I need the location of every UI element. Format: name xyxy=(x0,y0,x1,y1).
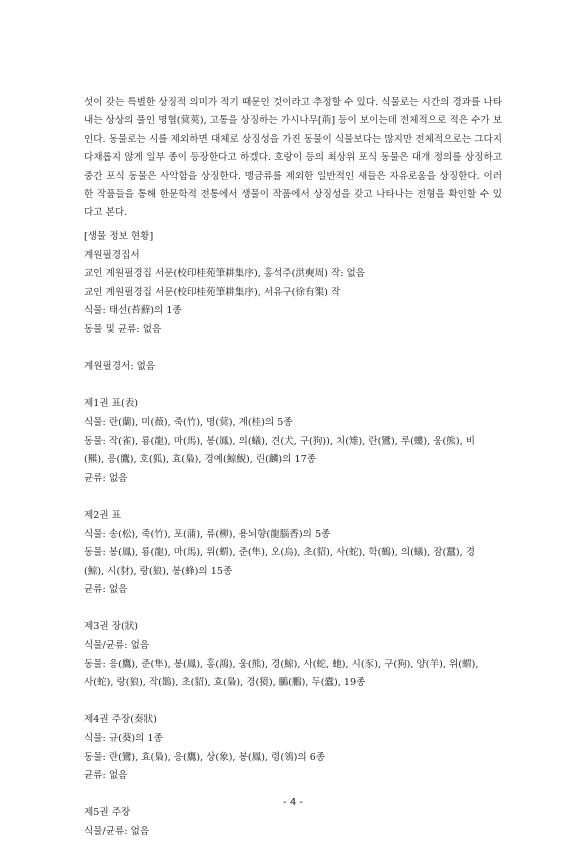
text-line: 제4권 주장(奏狀) xyxy=(84,714,157,726)
blank-line xyxy=(84,488,502,507)
intro-text: 섯이 갖는 특별한 상징적 의미가 적기 때문인 것이라고 추정할 수 있다. 식물로는 시간의 경과를 나타내는 상상의 풀인 명협(蓂莢), 고통을 상징하는 가시나무[荊] 등이 보이는데 전체적으로 적은 수가 보인다. 동물로는 시를 제외하면 대체로 상징성을 가진 동물이 식물보다는 많지만 전체적으로는 그다지 다채롭지 않게 일부 종이 등장한다고 하겠다. 호랑이 등의 최상위 포식 동물은 대개 정의를 상징하고 중간 포식 동물은 사악함을 상징한다. 맹금류를 제외한 일반적인 새들은 자유로움을 상징한다. 이러한 작품들을 통해 한문학적 전통에서 생물이 작품에서 상징성을 갖고 나타나는 전형을 확인할 수 있다고 본다. xyxy=(84,97,502,219)
text-line: 계원필경서: 없음 xyxy=(84,361,156,373)
text-line: 식물: 란(蘭), 미(薇), 죽(竹), 명(蓂), 계(桂)의 5종 xyxy=(84,416,293,428)
text-line: 동물: 응(鷹), 준(隼), 봉(鳳), 홍(鴻), 웅(熊), 경(鯨), 사(蛇, 虵), 시(豕), 구(狗), 양(羊), 위(蝟), xyxy=(84,658,479,670)
text-line: 사(蛇), 랑(狼), 작(鵲), 초(貂), 효(梟), 경(獍), 鵩(鵬), 두(蠹), 19종 xyxy=(84,677,366,689)
text-line: 제2권 표 xyxy=(84,509,121,521)
blank-line xyxy=(84,600,502,619)
text-line: [생물 정보 현황] xyxy=(84,231,154,242)
text-line: 식물: 송(松), 죽(竹), 포(蒲), 류(柳), 용뇌향(龍腦香)의 5종 xyxy=(84,528,331,540)
text-line: (鯨), 시(豺), 랑(狼), 봉(蜂)의 15종 xyxy=(84,565,233,577)
text-line: 교인 계원필경집 서문(校印桂苑筆耕集序), 홍석주(洪奭周) 작: 없음 xyxy=(84,268,366,280)
text-line: 제3권 장(狀) xyxy=(84,621,139,633)
text-line: 식물: 규(葵)의 1종 xyxy=(84,733,163,745)
text-line: 균류: 없음 xyxy=(84,472,128,484)
text-line: 교인 계원필경집 서문(校印桂苑筆耕集序), 서유구(徐有榘) 작 xyxy=(84,286,341,298)
text-line: 식물: 태선(苔蘚)의 1종 xyxy=(84,305,182,317)
blank-line xyxy=(84,693,502,712)
text-line: 균류: 없음 xyxy=(84,584,128,596)
text-line: 제1권 표(表) xyxy=(84,398,139,410)
text-line: (羆), 응(鷹), 호(狐), 효(梟), 경예(鯨鯢), 린(麟)의 17종 xyxy=(84,454,316,466)
biological-info-sections xyxy=(84,228,502,842)
text-line: 동물 및 균류: 없음 xyxy=(84,323,162,335)
text-line: 계원필경집서 xyxy=(84,249,140,261)
blank-line xyxy=(84,340,502,359)
text-line: 제5권 주장 xyxy=(84,807,131,819)
text-line: 동물: 란(鸞), 효(梟), 응(鷹), 상(象), 봉(鳳), 령(鴒)의 6종 xyxy=(84,751,326,763)
page-number: - 4 - xyxy=(283,797,303,808)
blank-line xyxy=(84,377,502,396)
text-line: 식물/균류: 없음 xyxy=(84,640,150,652)
text-line: 식물/균류: 없음 xyxy=(84,826,150,837)
intro-paragraph xyxy=(84,94,502,223)
text-line: 동물: 작(雀), 룡(龍), 마(馬), 봉(鳳), 의(蟻), 견(犬, 구(狗)), 치(雉), 란(鸞), 루(螻), 웅(熊), 비 xyxy=(84,435,475,447)
text-line: 균류: 없음 xyxy=(84,770,128,782)
text-line: 동물: 봉(鳳), 룡(龍), 마(馬), 위(蝟), 준(隼), 오(烏), 초(貂), 사(蛇), 학(鶴), 의(蟻), 잠(蠶), 경 xyxy=(84,547,475,559)
